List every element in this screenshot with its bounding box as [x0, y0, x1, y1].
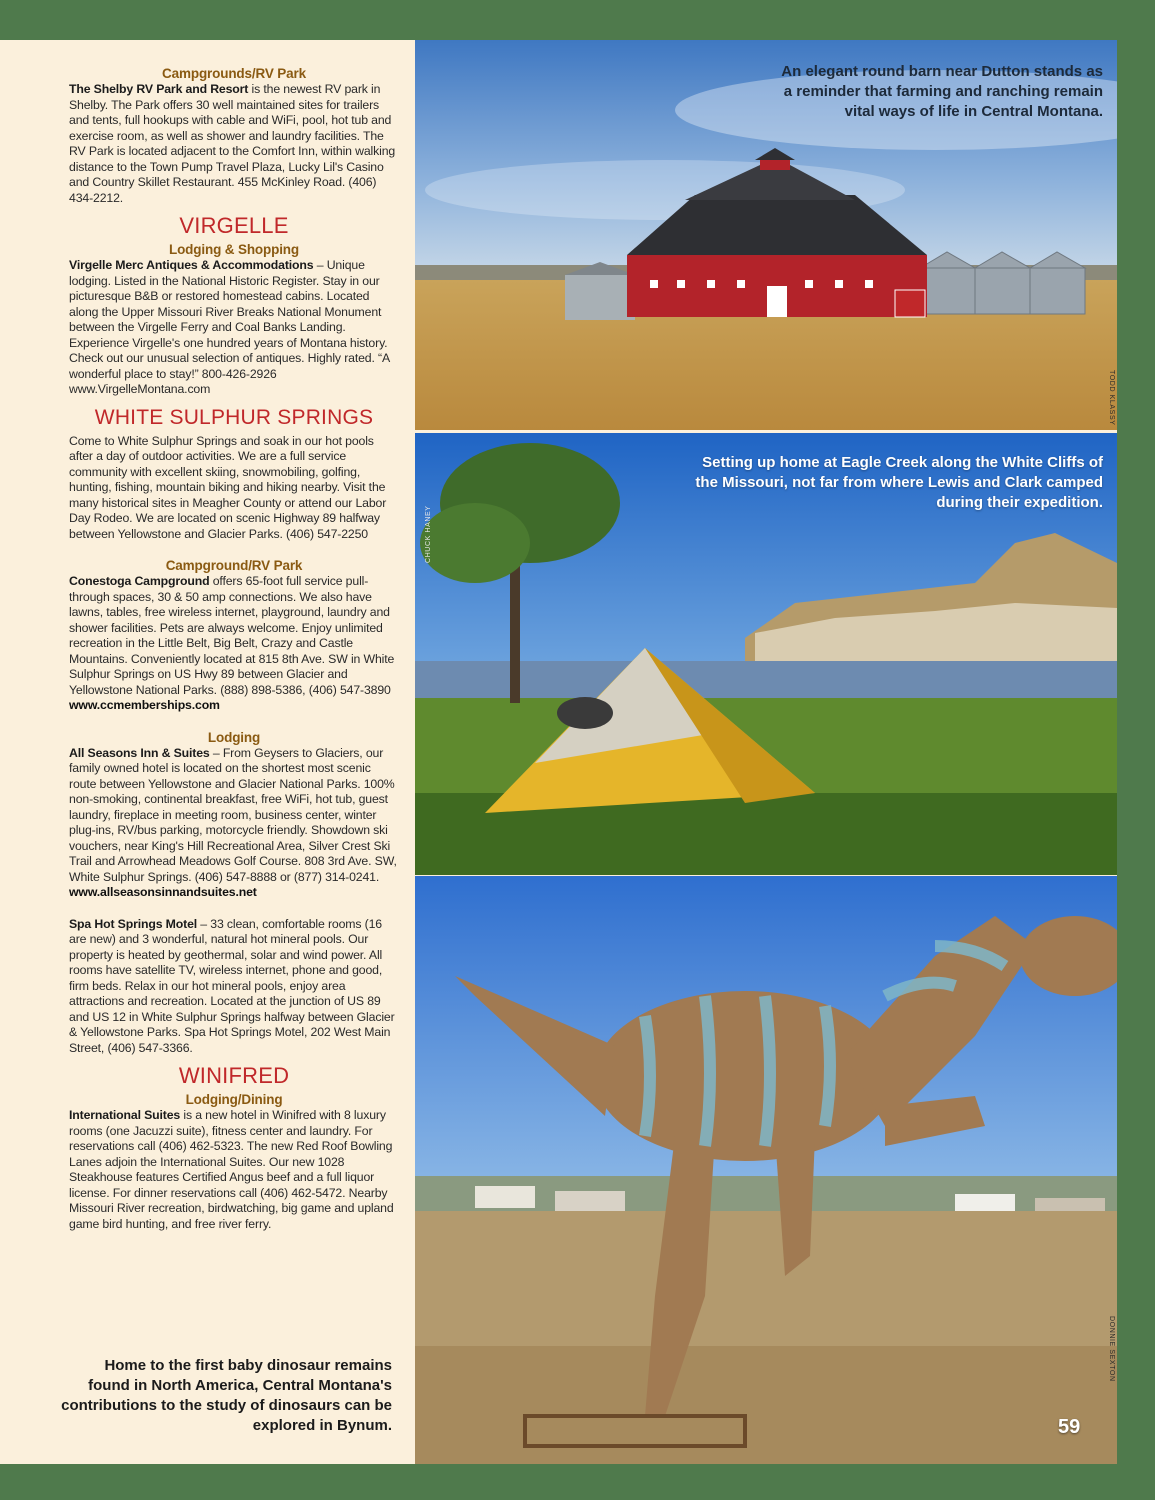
business-name: Conestoga Campground [69, 574, 210, 588]
listing-text: – 33 clean, comfortable rooms (16 are new) and 3 wonderful, natural hot mineral pools. Our property is heated by geothermal, solar and wind power. All rooms have satellite TV, wireless internet, phone and good, firm beds. Relax in our hot mineral pools, enjoy area attractions and recreation. Located at the junction of US 89 and US 12 in White Sulphur Springs halfway between Glacier & Yellowstone Parks. Spa Hot Springs Motel, 202 West Main Street, (406) 547-3366. [69, 916, 395, 1055]
photo-round-barn [415, 40, 1117, 430]
listing-text: – From Geysers to Glaciers, our family owned hotel is located on the shortest most scenic route between Yellowstone and Glacier National Parks. 100% non-smoking, continental breakfast, free WiFi, hot tub, guest laundry, fireplace in meeting room, business center, winter plug-ins, RV/bus parking, motorcycle friendly. Showdown ski vouchers, near King's Hill Recreational Area, Silver Crest Ski Trail and Arrowhead Meadows Golf Course. 808 3rd Ave. SW, White Sulphur Springs. (406) 547-8888 or (877) 314-0241. [69, 745, 397, 884]
listing-spa-hot-springs [69, 917, 399, 1057]
subheading-winifred: Lodging/Dining [185, 1092, 283, 1107]
listing-all-seasons [69, 746, 399, 901]
website-link[interactable]: www.allseasonsinnandsuites.net [69, 885, 257, 899]
photo-dinosaur-statue [415, 876, 1117, 1464]
listing-international-suites [69, 1108, 399, 1232]
subheading-lodging: Lodging [207, 729, 261, 745]
subheading-campground: Campground/RV Park [165, 558, 303, 573]
website-link[interactable]: www.ccmemberships.com [69, 698, 220, 712]
dinosaur-caption: Home to the first baby dinosaur remains found in North America, Central Montana's contributions to the study of dinosaurs can be explored in Bynum. [61, 1357, 392, 1434]
subheading-virgelle: Lodging & Shopping [168, 242, 299, 257]
listings-column [69, 66, 399, 1232]
camp-caption: Setting up home at Eagle Creek along the White Cliffs of the Missouri, not far from where Lewis and Clark camped during their expedition. [695, 454, 1103, 511]
listing-text: is the newest RV park in Shelby. The Park offers 30 well maintained sites for trailers and tents, full hookups with cable and WiFi, pool, hot tub and exercise room, as well as shower and laundry facilities. The RV Park is located adjacent to the Comfort Inn, within walking distance to the Town Pump Travel Plaza, Lucky Lil's Casino and Country Skillet Restaurant. 455 McKinley Road. (406) 434-2212. [69, 82, 396, 205]
town-heading-white-sulphur-springs: WHITE SULPHUR SPRINGS [94, 405, 374, 429]
town-heading-winifred: WINIFRED [178, 1063, 290, 1088]
subheading-shelby: Campgrounds/RV Park [162, 66, 306, 81]
dinosaur-illustration [415, 876, 1117, 1464]
business-name: International Suites [69, 1108, 181, 1122]
business-name: The Shelby RV Park and Resort [69, 82, 249, 96]
business-name: All Seasons Inn & Suites [69, 745, 210, 760]
white-sulphur-intro: Come to White Sulphur Springs and soak in our hot pools after a day of outdoor activities. We are a full service community with excellent skiing, snowmobiling, golfing, hunting, fishing, mountain biking and hiking nearby. Visit the many historical sites in Meagher County or attend our Labor Day Rodeo. We are located on scenic Highway 89 halfway between Yellowstone and Glacier Parks. (406) 547-2250 [69, 433, 387, 541]
listing-text: – Unique lodging. Listed in the National Historic Register. Stay in our picturesque B&B or restored homestead cabins. Located along the Upper Missouri River Breaks National Monument between the Virgelle Ferry and Coal Banks Landing. Experience Virgelle's one hundred years of Montana history. Check out our unusual selection of antiques. Highly rated. “A wonderful place to stay!” 800-426-2926 www.VirgelleMontana.com [69, 258, 390, 396]
listing-virgelle-merc [69, 258, 399, 398]
listing-conestoga [69, 574, 399, 714]
town-heading-virgelle: VIRGELLE [179, 213, 289, 238]
business-name: Spa Hot Springs Motel [69, 916, 198, 931]
photo-credit-dino: DONNIE SEXTON [1108, 1316, 1115, 1382]
business-name: Virgelle Merc Antiques & Accommodations [69, 258, 314, 272]
barn-caption: An elegant round barn near Dutton stands as a reminder that farming and ranching remain vital ways of life in Central Montana. [781, 63, 1103, 120]
listing-text: is a new hotel in Winifred with 8 luxury rooms (one Jacuzzi suite), fitness center and laundry. For reservations call (406) 462-5323. The new Red Roof Bowling Lanes adjoin the International Suites. Our new 1028 Steakhouse features Certified Angus beef and a full liquor license. For dinner reservations call (406) 462-5472. Nearby Missouri River recreation, birdwatching, big game and upland game bird hunting, and free river ferry. [69, 1108, 394, 1231]
page-number: 59 [1058, 1416, 1081, 1438]
photo-eagle-creek-camp [415, 433, 1117, 875]
photo-credit-barn: TODD KLASSY [1108, 370, 1115, 426]
listing-shelby-rv [69, 82, 399, 206]
listing-text: offers 65-foot full service pull-through spaces, 30 & 50 amp connections. We also have lawns, tables, free wireless internet, playground, laundry and shower facilities. Pets are always welcome. Enjoy unlimited recreation in the Little Belt, Big Belt, Crazy and Castle Mountains. Conveniently located at 815 8th Ave. SW in White Sulphur Springs on US Hwy 89 between Glacier and Yellowstone National Parks. (888) 898-5386, (406) 547-3890 [69, 574, 395, 697]
photo-credit-camp: CHUCK HANEY [425, 505, 432, 563]
